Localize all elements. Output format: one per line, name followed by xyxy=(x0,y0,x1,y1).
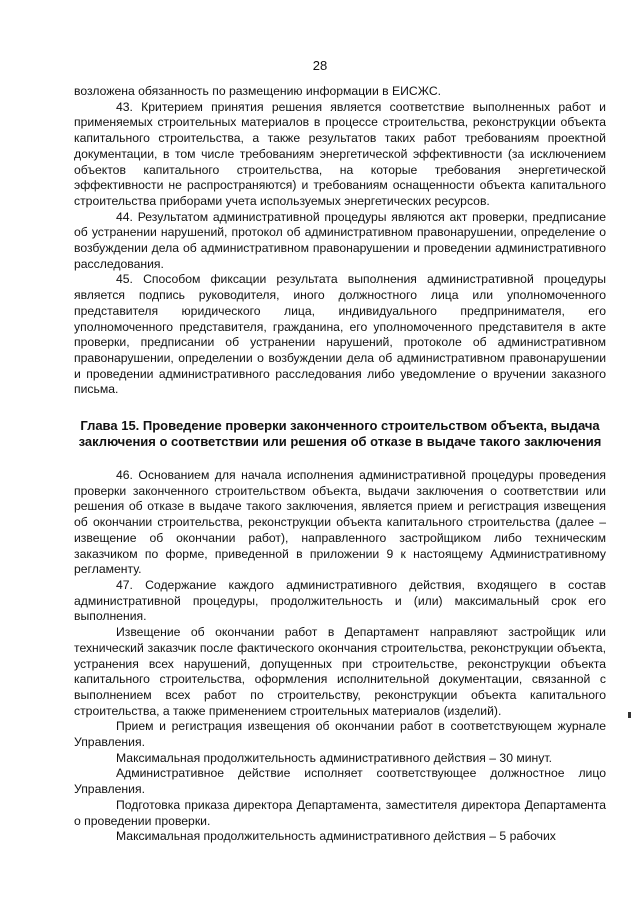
paragraph: 43. Критерием принятия решения является соответствие выполненных работ и применяемых строительных материалов в процессе строительства, реконструкции объекта капитального строительства, а также результатов таких работ требованиям проектной документации, в том числе требованиям энергетической эффективности (за исключением объектов капитального строительства, на которые требования энергетической эффективности не распространяются) и требованиям оснащенности объекта капитального строительства приборами учета используемых энергетических ресурсов. xyxy=(74,99,606,208)
paragraph: 45. Способом фиксации результата выполнения административной процедуры является подпись руководителя, иного должностного лица или уполномоченного представителя юридического лица, индивидуального предпринимателя, его уполномоченного представителя, гражданина, его уполномоченного представителя в акте проверки, предписании об устранении нарушений, протоколе об административном правонарушении, определении о возбуждении дела об административном правонарушении и проведении административного расследования либо уведомление о вручении заказного письма. xyxy=(74,272,606,397)
page-number: 28 xyxy=(312,58,328,73)
page-content xyxy=(74,84,606,845)
scan-speck xyxy=(628,712,631,718)
paragraph: возложена обязанность по размещению информации в ЕИСЖС. xyxy=(74,84,442,98)
paragraph: 47. Содержание каждого административного действия, входящего в состав административной процедуры, продолжительность и (или) максимальный срок его выполнения. xyxy=(74,577,606,624)
paragraph: Административное действие исполняет соответствующее должностное лицо Управления. xyxy=(74,766,606,797)
paragraph: Извещение об окончании работ в Департамент направляют застройщик или технический заказчик после фактического окончания строительства, реконструкции объекта, устранения всех нарушений, допущенных при строительстве, реконструкции объекта капитального строительства, оформления исполнительной документации, связанной с выполнением всех работ по строительству, реконструкции объекта капитального строительства, а также применением строительных материалов (изделий). xyxy=(74,625,606,718)
paragraph: Прием и регистрация извещения об окончании работ в соответствующем журнале Управления. xyxy=(74,719,606,750)
paragraph: Подготовка приказа директора Департамента, заместителя директора Департамента о проведении проверки. xyxy=(74,797,606,828)
chapter-heading: Глава 15. Проведение проверки законченного строительством объекта, выдача заключения о соответствии или решения об отказе в выдаче такого заключения xyxy=(78,418,602,450)
paragraph: Максимальная продолжительность административного действия – 30 минут. xyxy=(116,750,552,765)
paragraph: 44. Результатом административной процедуры являются акт проверки, предписание об устранении нарушений, протокол об административном правонарушении, определение о возбуждении дела об административном правонарушении и проведении административного расследования. xyxy=(74,209,606,271)
paragraph: Максимальная продолжительность административного действия – 5 рабочих xyxy=(116,829,556,844)
paragraph: 46. Основанием для начала исполнения административной процедуры проведения проверки законченного строительством объекта, выдачи заключения о соответствии или решения об отказе в выдаче такого заключения, является прием и регистрация извещения об окончании строительства, реконструкции объекта капитального строительства (далее – извещение об окончании работ), направленного застройщиком либо техническим заказчиком по форме, приведенной в приложении 9 к настоящему Административному регламенту. xyxy=(74,468,606,577)
